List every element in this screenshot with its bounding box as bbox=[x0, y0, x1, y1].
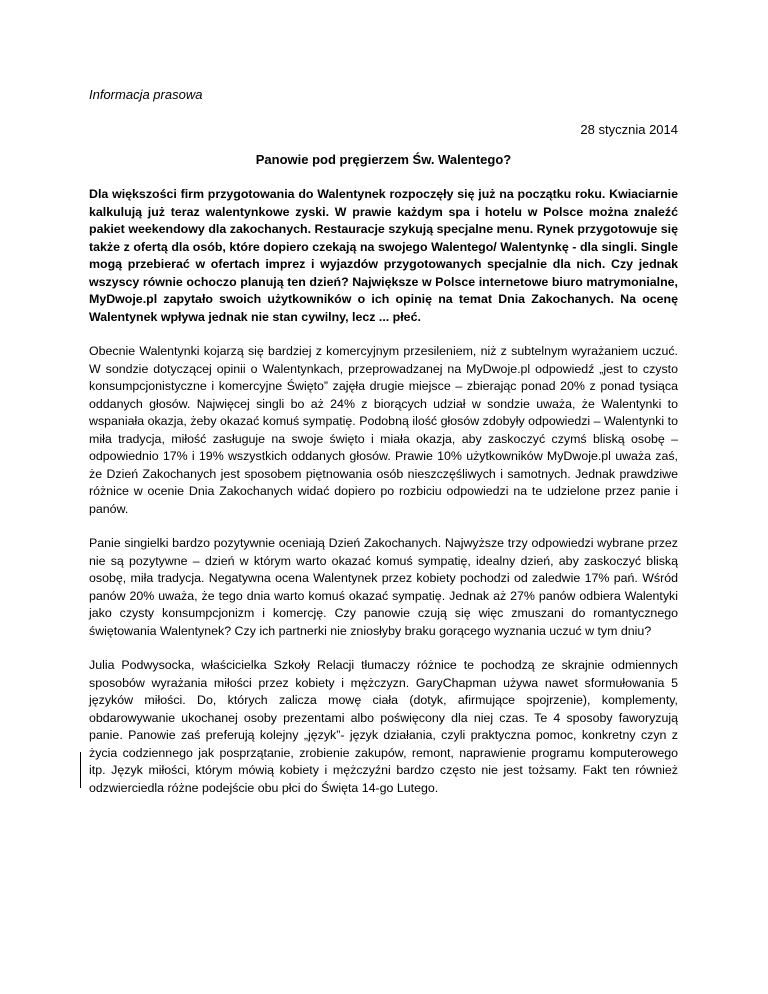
lead-paragraph: Dla większości firm przygotowania do Walentynek rozpoczęły się już na początku roku. Kwiaciarnie kalkulują już teraz walentynkowe zyski. W prawie każdym spa i hotelu w Polsce można znaleźć pakiet weekendowy dla zakochanych. Restauracje szykują specjalne menu. Rynek przygotowuje się także z ofertą dla osób, które dopiero czekają na swojego Walentego/ Walentynkę - dla singli. Single mogą przebierać w ofertach imprez i wyjazdów przygotowanych specjalnie dla nich. Czy jednak wszyscy równie ochoczo planują ten dzień? Największe w Polsce internetowe biuro matrymonialne, MyDwoje.pl zapytało swoich użytkowników o ich opinię na temat Dnia Zakochanych. Na ocenę Walentynek wpływa jednak nie stan cywilny, lecz ... płeć. bbox=[89, 187, 678, 324]
body-paragraph-expert: Julia Podwysocka, właścicielka Szkoły Relacji tłumaczy różnice te pochodzą ze skrajnie odmiennych sposobów wyrażania miłości przez kobiety i mężczyzn. GaryChapman używa nawet sformułowania 5 języków miłości. Do, których zalicza mowę ciała (dotyk, afirmujące spojrzenie), komplementy, obdarowywanie ukochanej osoby prezentami albo poświęcony dla niej czas. Te 4 sposoby faworyzują panie. Panowie zaś preferują kolejny „język”- język działania, czyli praktyczna pomoc, konkretny czyn z życia codziennego jak posprzątanie, zrobienie zakupów, remont, naprawienie programu komputerowego itp. Język miłości, którym mówią kobiety i mężczyźni bardzo często nie jest tożsamy. Fakt ten również odzwierciedla różne podejście obu płci do Święta 14-go Lutego. bbox=[89, 658, 678, 795]
document-content bbox=[89, 86, 678, 797]
document-label: Informacja prasowa bbox=[89, 87, 203, 102]
revision-change-bar bbox=[80, 752, 81, 788]
document-title: Panowie pod pręgierzem Św. Walentego? bbox=[255, 152, 512, 167]
body-paragraph-women: Panie singielki bardzo pozytywnie oceniają Dzień Zakochanych. Najwyższe trzy odpowiedzi wybrane przez nie są pozytywne – dzień w którym warto okazać komuś sympatię, idealny dzień, aby zaskoczyć bliską osobę, miła tradycja. Negatywna ocena Walentynek przez kobiety pochodzi od zaledwie 17% pań. Wśród panów 20% uważa, że tego dnia warto komuś okazać sympatię. Jednak aż 27% panów odbiera Walentyki jako czysty konsumpcjonizm i komercję. Czy panowie czują się więc zmuszani do romantycznego świętowania Walentynek? Czy ich partnerki nie zniosłyby braku gorącego wyznania uczuć w tym dniu? bbox=[89, 536, 678, 638]
body-paragraph-survey: Obecnie Walentynki kojarzą się bardziej z komercyjnym przesileniem, niż z subtelnym wyrażaniem uczuć. W sondzie dotyczącej opinii o Walentynkach, przeprowadzanej na MyDwoje.pl odpowiedź „jest to czysto konsumpcjonistyczne i komercyjne Święto” zajęła drugie miejsce – zbierając ponad 20% z ponad tysiąca oddanych głosów. Najwięcej singli bo aż 24% z biorących udział w sondzie uważa, że Walentynki to wspaniała okazja, żeby okazać komuś sympatię. Podobną ilość głosów zdobyły odpowiedzi – Walentynki to miła tradycja, miłość zasługuje na swoje święto i miała okazja, aby zaskoczyć czymś bliską osobę – odpowiednio 17% i 19% wszystkich oddanych głosów. Prawie 10% użytkowników MyDwoje.pl uważa zaś, że Dzień Zakochanych jest sposobem piętnowania osób nieszczęśliwych i samotnych. Jednak prawdziwe różnice w ocenie Dnia Zakochanych widać dopiero po rozbiciu odpowiedzi na te udzielone przez panie i panów. bbox=[89, 344, 678, 516]
document-date: 28 stycznia 2014 bbox=[580, 122, 678, 137]
